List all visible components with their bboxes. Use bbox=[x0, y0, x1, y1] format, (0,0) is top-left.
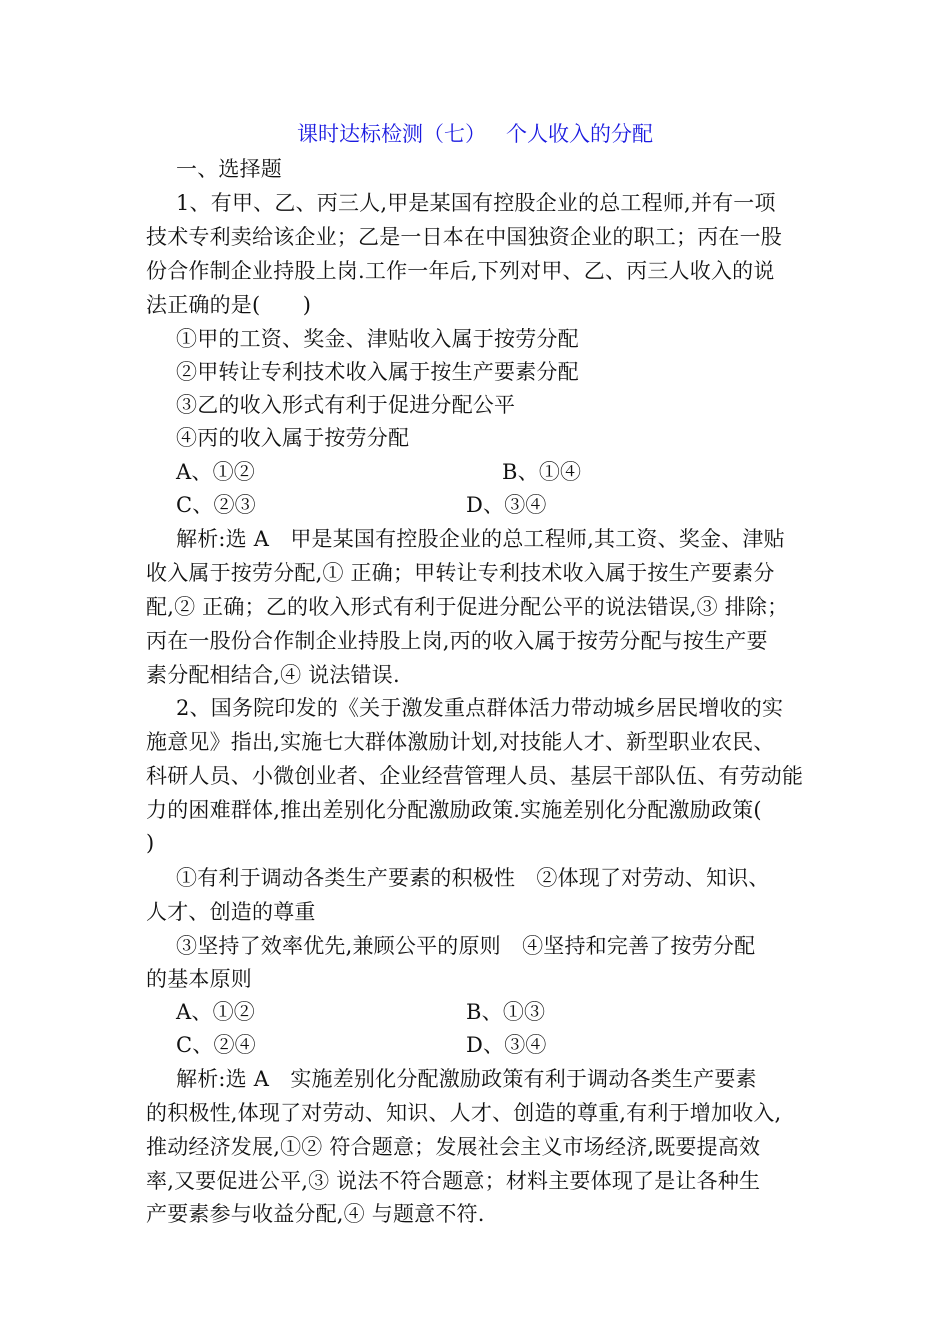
q2-statement-line: 人才、创造的尊重 bbox=[146, 900, 316, 924]
q2-option-d: D、③④ bbox=[466, 1033, 547, 1057]
q2-stem-line: 施意见》指出,实施七大群体激励计划,对技能人才、新型职业农民、 bbox=[146, 730, 775, 754]
q1-stem-line: 法正确的是( ) bbox=[146, 293, 312, 317]
q1-statement-1: ①甲的工资、奖金、津贴收入属于按劳分配 bbox=[176, 327, 579, 351]
q2-statement-line: ③坚持了效率优先,兼顾公平的原则 ④坚持和完善了按劳分配 bbox=[176, 934, 756, 958]
q1-analysis-line: 素分配相结合,④ 说法错误. bbox=[146, 663, 400, 687]
q1-option-d: D、③④ bbox=[466, 493, 547, 517]
q1-stem-line: 份合作制企业持股上岗.工作一年后,下列对甲、乙、丙三人收入的说 bbox=[146, 259, 775, 283]
q2-stem-line: 科研人员、小微创业者、企业经营管理人员、基层干部队伍、有劳动能 bbox=[146, 764, 804, 788]
q2-statement-line: ①有利于调动各类生产要素的积极性 ②体现了对劳动、知识、 bbox=[176, 866, 770, 890]
q2-analysis-line: 率,又要促进公平,③ 说法不符合题意；材料主要体现了是让各种生 bbox=[146, 1169, 761, 1193]
q1-stem-line: 技术专利卖给该企业；乙是一日本在中国独资企业的职工；丙在一股 bbox=[146, 225, 782, 249]
q1-option-b: B、①④ bbox=[502, 460, 582, 484]
q2-stem-line: ) bbox=[146, 831, 155, 855]
q2-analysis-line: 的积极性,体现了对劳动、知识、人才、创造的尊重,有利于增加收入, bbox=[146, 1101, 782, 1125]
q1-analysis-line: 收入属于按劳分配,① 正确；甲转让专利技术收入属于按生产要素分 bbox=[146, 561, 775, 585]
q2-option-c: C、②④ bbox=[176, 1033, 256, 1057]
q1-statement-4: ④丙的收入属于按劳分配 bbox=[176, 426, 410, 450]
q2-analysis-line: 推动经济发展,①② 符合题意；发展社会主义市场经济,既要提高效 bbox=[146, 1135, 761, 1159]
q2-statement-line: 的基本原则 bbox=[146, 967, 252, 991]
q1-stem-line: 1、有甲、乙、丙三人,甲是某国有控股企业的总工程师,并有一项 bbox=[176, 191, 776, 215]
q2-option-b: B、①③ bbox=[466, 1000, 546, 1024]
page-title: 课时达标检测（七） 个人收入的分配 bbox=[296, 122, 654, 146]
q2-stem-line: 力的困难群体,推出差别化分配激励政策.实施差别化分配激励政策( bbox=[146, 798, 762, 822]
q2-analysis-line: 产要素参与收益分配,④ 与题意不符. bbox=[146, 1202, 485, 1226]
q1-statement-3: ③乙的收入形式有利于促进分配公平 bbox=[176, 393, 516, 417]
q2-stem-line: 2、国务院印发的《关于激发重点群体活力带动城乡居民增收的实 bbox=[176, 696, 784, 720]
q2-option-a: A、①② bbox=[176, 1000, 255, 1024]
q1-statement-2: ②甲转让专利技术收入属于按生产要素分配 bbox=[176, 360, 579, 384]
q1-option-c: C、②③ bbox=[176, 493, 256, 517]
section-heading: 一、选择题 bbox=[176, 157, 282, 181]
q1-analysis-line: 丙在一股份合作制企业持股上岗,丙的收入属于按劳分配与按生产要 bbox=[146, 629, 768, 653]
q1-option-a: A、①② bbox=[176, 460, 255, 484]
q1-analysis-line: 解析:选 A 甲是某国有控股企业的总工程师,其工资、奖金、津贴 bbox=[176, 527, 785, 551]
q2-analysis-line: 解析:选 A 实施差别化分配激励政策有利于调动各类生产要素 bbox=[176, 1067, 757, 1091]
q1-analysis-line: 配,② 正确；乙的收入形式有利于促进分配公平的说法错误,③ 排除； bbox=[146, 595, 789, 619]
